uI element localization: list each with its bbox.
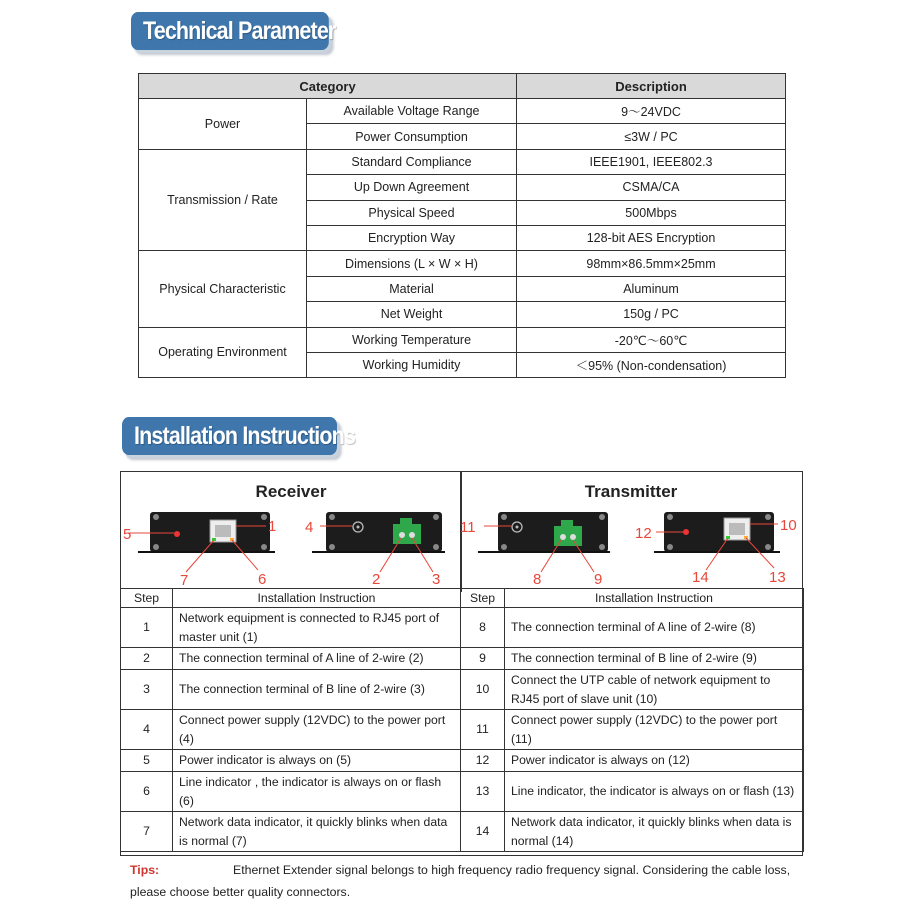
table-row	[121, 772, 804, 812]
category-cell: Operating Environment	[139, 327, 307, 378]
tips-text: Ethernet Extender signal belongs to high frequency radio frequency signal. Considering the cable loss, please choose better quality connectors.	[130, 863, 791, 899]
step-number: 1	[121, 608, 173, 648]
transmitter-rj45-side-diagram	[630, 500, 802, 590]
step-header: Step	[121, 589, 173, 608]
value-cell: -20℃～60℃	[517, 327, 786, 352]
param-cell: Standard Compliance	[307, 149, 517, 174]
label-13: 13	[769, 569, 786, 586]
transmitter-power-side-diagram	[460, 500, 620, 590]
step-number: 10	[461, 670, 505, 710]
table-header-row	[139, 74, 786, 99]
table-header-row	[121, 589, 804, 608]
instruction-header: Installation Instruction	[505, 589, 804, 608]
table-row	[139, 149, 786, 174]
category-cell: Physical Characteristic	[139, 251, 307, 327]
step-instruction: Power indicator is always on (5)	[173, 750, 461, 772]
label-1: 1	[268, 518, 277, 535]
step-number: 3	[121, 670, 173, 710]
table-row	[121, 608, 804, 648]
label-10: 10	[780, 517, 797, 534]
category-cell: Power	[139, 99, 307, 150]
param-cell: Material	[307, 276, 517, 301]
step-header: Step	[461, 589, 505, 608]
step-instruction: The connection terminal of A line of 2-wire (2)	[173, 648, 461, 670]
step-number: 9	[461, 648, 505, 670]
step-instruction: Network data indicator, it quickly blinks when data is normal (14)	[505, 812, 804, 852]
value-cell: 500Mbps	[517, 200, 786, 225]
value-cell: IEEE1901, IEEE802.3	[517, 149, 786, 174]
param-cell: Physical Speed	[307, 200, 517, 225]
table-row	[121, 750, 804, 772]
step-instruction: The connection terminal of B line of 2-wire (9)	[505, 648, 804, 670]
label-14: 14	[692, 569, 709, 586]
step-number: 7	[121, 812, 173, 852]
step-instruction: Connect power supply (12VDC) to the power port (11)	[505, 710, 804, 750]
technical-parameter-title: Technical Parameter	[131, 12, 329, 50]
step-instruction: The connection terminal of A line of 2-wire (8)	[505, 608, 804, 648]
step-instruction: Power indicator is always on (12)	[505, 750, 804, 772]
step-number: 14	[461, 812, 505, 852]
param-cell: Dimensions (L × W × H)	[307, 251, 517, 276]
label-11: 11	[460, 519, 476, 536]
label-9: 9	[594, 571, 603, 588]
label-4: 4	[305, 519, 314, 536]
value-cell: Aluminum	[517, 276, 786, 301]
step-number: 8	[461, 608, 505, 648]
receiver-title: Receiver	[255, 482, 327, 501]
step-instruction: Connect power supply (12VDC) to the power port (4)	[173, 710, 461, 750]
table-row	[121, 710, 804, 750]
value-cell: ≤3W / PC	[517, 124, 786, 149]
description-header: Description	[517, 74, 786, 99]
param-cell: Working Humidity	[307, 352, 517, 377]
param-cell: Encryption Way	[307, 225, 517, 250]
label-7: 7	[180, 572, 189, 589]
installation-instructions-title: Installation Instructions	[122, 417, 337, 455]
param-cell: Power Consumption	[307, 124, 517, 149]
receiver-rj45-side-diagram	[120, 500, 290, 590]
value-cell: CSMA/CA	[517, 175, 786, 200]
value-cell: 98mm×86.5mm×25mm	[517, 251, 786, 276]
transmitter-title: Transmitter	[584, 482, 678, 501]
param-cell: Up Down Agreement	[307, 175, 517, 200]
step-instruction: Line indicator , the indicator is always on or flash (6)	[173, 772, 461, 812]
category-cell: Transmission / Rate	[139, 149, 307, 251]
category-header: Category	[139, 74, 517, 99]
installation-steps-table	[120, 588, 804, 852]
label-2: 2	[372, 571, 381, 588]
value-cell: ＜95% (Non-condensation)	[517, 352, 786, 377]
receiver-power-side-diagram	[300, 500, 460, 590]
value-cell: 9～24VDC	[517, 99, 786, 124]
step-instruction: Connect the UTP cable of network equipment to RJ45 port of slave unit (10)	[505, 670, 804, 710]
step-number: 5	[121, 750, 173, 772]
step-number: 11	[461, 710, 505, 750]
label-8: 8	[533, 571, 542, 588]
table-row	[121, 812, 804, 852]
step-number: 6	[121, 772, 173, 812]
step-instruction: Line indicator, the indicator is always on or flash (13)	[505, 772, 804, 812]
technical-parameter-table	[138, 73, 786, 378]
tips-label: Tips:	[130, 863, 160, 877]
label-6: 6	[258, 571, 267, 588]
step-instruction: The connection terminal of B line of 2-wire (3)	[173, 670, 461, 710]
label-12: 12	[635, 525, 652, 542]
table-row	[139, 251, 786, 276]
value-cell: 128-bit AES Encryption	[517, 225, 786, 250]
table-row	[139, 327, 786, 352]
label-3: 3	[432, 571, 441, 588]
step-number: 4	[121, 710, 173, 750]
instruction-header: Installation Instruction	[173, 589, 461, 608]
table-row	[121, 670, 804, 710]
param-cell: Net Weight	[307, 302, 517, 327]
param-cell: Working Temperature	[307, 327, 517, 352]
tips-note	[130, 859, 810, 903]
param-cell: Available Voltage Range	[307, 99, 517, 124]
step-number: 2	[121, 648, 173, 670]
step-number: 12	[461, 750, 505, 772]
step-instruction: Network equipment is connected to RJ45 port of master unit (1)	[173, 608, 461, 648]
label-5: 5	[123, 526, 132, 543]
step-number: 13	[461, 772, 505, 812]
value-cell: 150g / PC	[517, 302, 786, 327]
step-instruction: Network data indicator, it quickly blinks when data is normal (7)	[173, 812, 461, 852]
table-row	[139, 99, 786, 124]
table-row	[121, 648, 804, 670]
